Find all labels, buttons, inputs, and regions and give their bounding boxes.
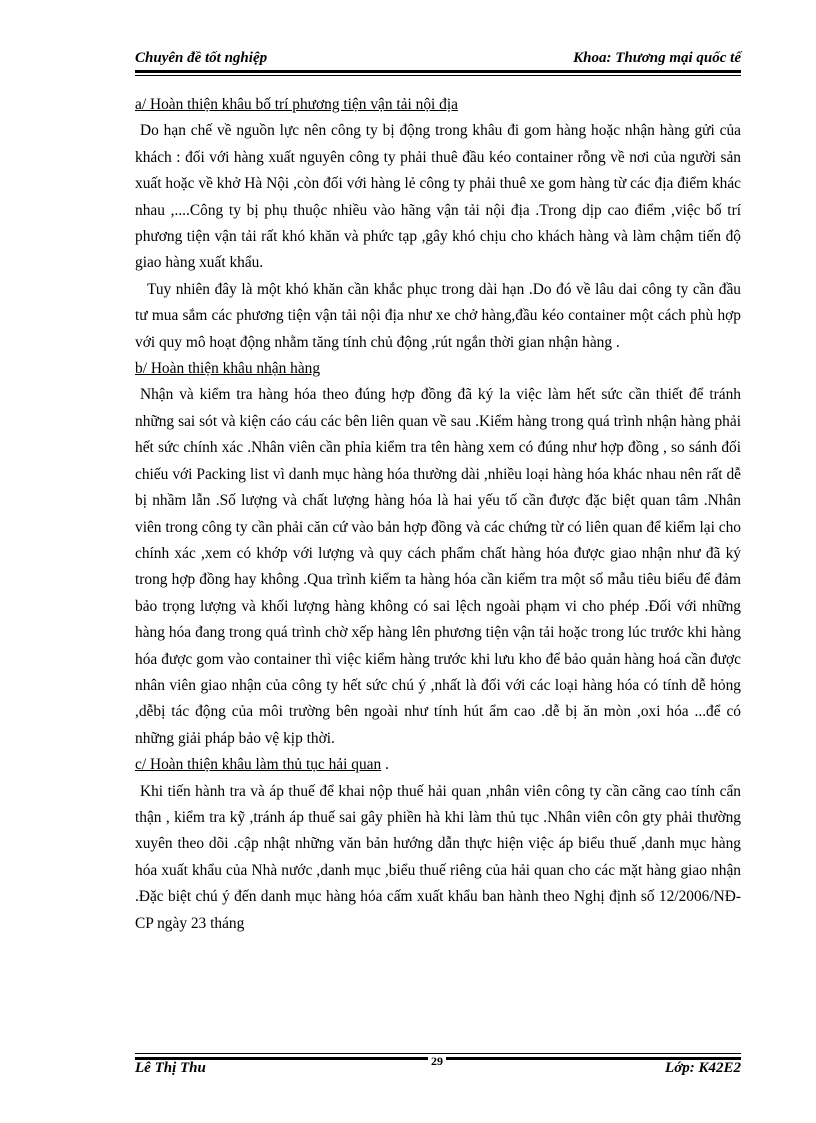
section-a-paragraph-1: Do hạn chế về nguồn lực nên công ty bị động trong khâu đi gom hàng hoặc nhận hàng gửi của khách : đối với hàng xuất nguyên công ty phải thuê đầu kéo container rỗng về nơi của người sản xuất hoặc về khở Hà Nội ,còn đối với hàng lẻ công ty phải thuê xe gom hàng từ các địa điểm khác nhau ,....Công ty bị phụ thuộc nhiều vào hãng vận tải nội địa .Trong dịp cao điểm ,việc bố trí phương tiện vận tải rất khó khăn và phức tạp ,gây khó chịu cho khách hàng và làm chậm tiến độ giao hàng xuất khẩu. [135, 122, 741, 272]
header-document-type: Chuyên đề tốt nghiệp [135, 50, 268, 66]
section-a-heading: a/ Hoàn thiện khâu bố trí phương tiện vận tải nội địa [135, 96, 458, 113]
section-b-heading: b/ Hoàn thiện khâu nhận hàng [135, 360, 321, 378]
header-faculty: Khoa: Thương mại quốc tế [573, 50, 741, 66]
page-number: 29 [428, 1054, 446, 1069]
footer-class: Lớp: K42E2 [665, 1060, 741, 1076]
page-body [135, 92, 741, 937]
section-a-paragraph-2: Tuy nhiên đây là một khó khăn cần khắc phục trong dài hạn .Do đó về lâu dai công ty cần đầu tư mua sắm các phương tiện vận tải nội địa như xe chở hàng,đầu kéo container một cách phù hợp với quy mô hoạt động nhằm tăng tính chủ động ,rút ngắn thời gian nhận hàng . [135, 280, 741, 351]
section-c-paragraph-1: Khi tiến hành tra và áp thuế để khai nộp thuế hải quan ,nhân viên công ty cần cãng cao tính cẩn thận , kiểm tra kỹ ,tránh áp thuế sai gây phiền hà khi làm thủ tục .Nhân viên côn gty phải thường xuyên theo dõi .cập nhật những văn bản hướng dẫn thực hiện việc áp biểu thuế ,danh mục hàng hóa xuất khẩu của Nhà nước ,danh mục ,biểu thuế riêng của hải quan cho các mặt hàng giao nhận .Đặc biệt chú ý đến danh mục hàng hóa cấm xuất khẩu ban hành theo Nghị định số 12/2006/NĐ-CP ngày 23 tháng [135, 782, 741, 932]
page-header [135, 48, 741, 70]
header-rule-thin [135, 75, 741, 76]
section-b-paragraph-1: Nhận và kiểm tra hàng hóa theo đúng hợp đồng đã ký la việc làm hết sức cần thiết để tránh những sai sót và kiện cáo cáu các bên liên quan về sau .Kiểm hàng trong quá trình nhận hàng phải hết sức chính xác .Nhân viên cần phỉa kiểm tra tên hàng xem có đúng như hợp đồng , so sánh đối chiếu với Packing list vì danh mục hàng hóa thường dài ,nhiều loại hàng hóa khác nhau nên rất dễ bị nhầm lẫn .Số lượng và chất lượng hàng hóa là hai yếu tố cần được đặc biệt quan tâm .Nhân viên trong công ty cần phải căn cứ vào bản hợp đồng và các chứng từ có liên quan để kiểm lại cho chính xác ,xem có khớp với lượng và quy cách phẩm chất hàng hóa được giao nhận như đã ký trong hợp đồng hay không .Qua trình kiểm ta hàng hóa cần kiểm tra một số mẫu tiêu biểu để đảm bảo trọng lượng và khối lượng hàng không có sai lệch ngoài phạm vi cho phép .Đối với những hàng hóa đang trong quá trình chờ xếp hàng lên phương tiện vận tải hoặc trong lúc trước khi hàng hóa được gom vào container thì việc kiểm hàng trước khi lưu kho để bảo quản hàng hoá cần được nhân viên giao nhận của công ty hết sức chú ý ,nhất là đối với các loại hàng hóa có tính dễ hỏng ,dễbị tác động của môi trường bên ngoài như tính hút ẩm cao .dễ bị ăn mòn ,oxi hóa ...để có những giải pháp bảo vệ kịp thời. [135, 386, 741, 747]
section-c-heading: c/ Hoàn thiện khâu làm thủ tục hải quan . [135, 756, 389, 774]
header-rule-thick [135, 70, 741, 73]
page-footer [135, 1060, 741, 1082]
footer-author: Lê Thị Thu [135, 1060, 206, 1076]
